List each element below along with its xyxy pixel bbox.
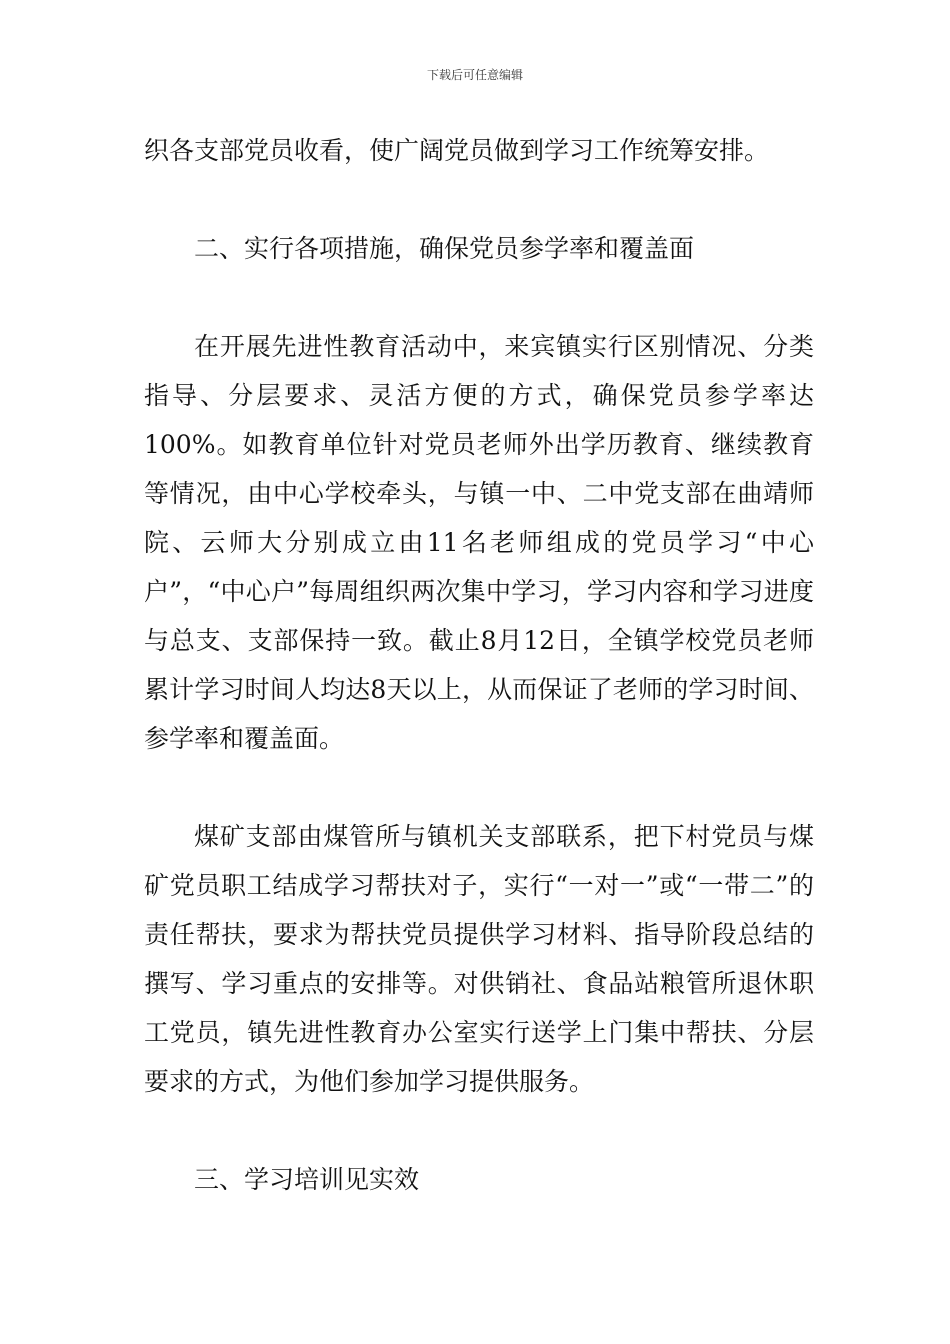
section-heading-2: 二、实行各项措施，确保党员参学率和覆盖面 (194, 234, 695, 263)
page-header: 下载后可任意编辑 (426, 68, 523, 82)
section-heading-3: 三、学习培训见实效 (194, 1165, 420, 1194)
paragraph: 煤矿支部由煤管所与镇机关支部联系，把下村党员与煤矿党员职工结成学习帮扶对子，实行“一对一”或“一带二”的责任帮扶，要求为帮扶党员提供学习材料、指导阶段总结的撰写、学习重点的安排等。对供销社、食品站粮管所退休职工党员，镇先进性教育办公室实行送学上门集中帮扶、分层要求的方式，为他们参加学习提供服务。 (144, 822, 814, 1096)
document-body (144, 126, 814, 1204)
paragraph-continuation: 织各支部党员收看，使广阔党员做到学习工作统筹安排。 (144, 136, 770, 165)
paragraph: 在开展先进性教育活动中，来宾镇实行区别情况、分类指导、分层要求、灵活方便的方式，确保党员参学率达100%。如教育单位针对党员老师外出学历教育、继续教育等情况，由中心学校牵头，与镇一中、二中党支部在曲靖师院、云师大分别成立由11名老师组成的党员学习“中心户”，“中心户”每周组织两次集中学习，学习内容和学习进度与总支、支部保持一致。截止8月12日，全镇学校党员老师累计学习时间人均达8天以上，从而保证了老师的学习时间、参学率和覆盖面。 (144, 332, 814, 753)
